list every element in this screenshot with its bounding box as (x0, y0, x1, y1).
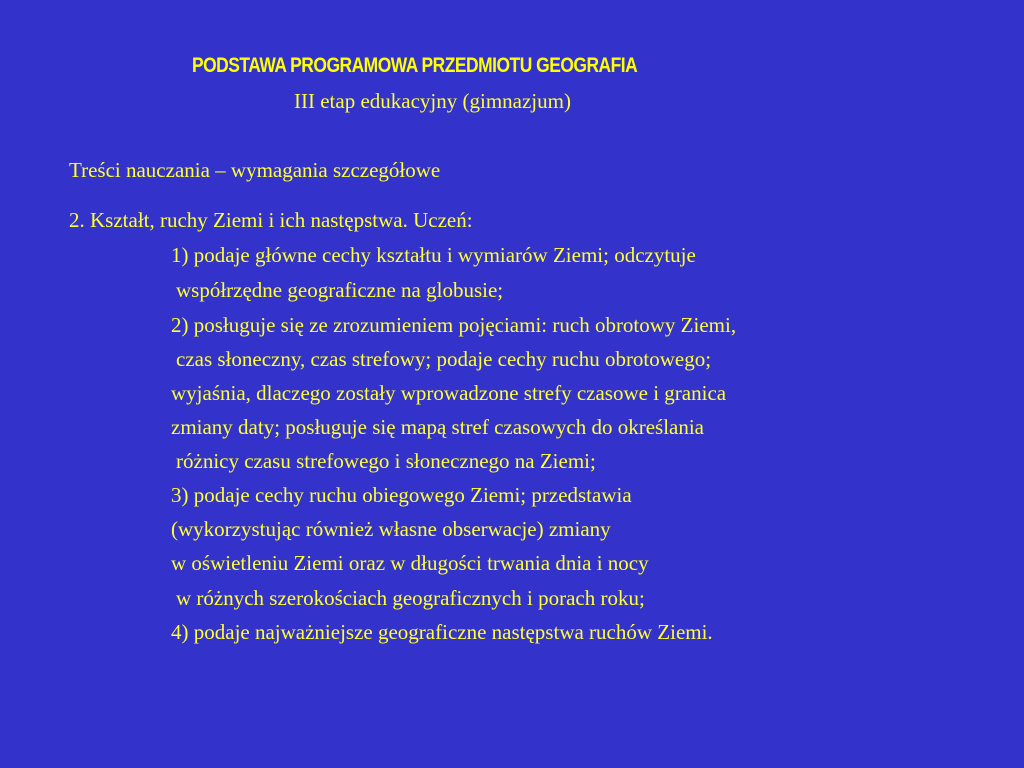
content-line: różnicy czasu strefowego i słonecznego na Ziemi; (176, 449, 596, 473)
content-line: w oświetleniu Ziemi oraz w długości trwania dnia i nocy (171, 551, 649, 575)
content-line: (wykorzystując również własne obserwacje) zmiany (171, 517, 611, 541)
content-line: 3) podaje cechy ruchu obiegowego Ziemi; przedstawia (171, 483, 632, 507)
topic-heading: 2. Kształt, ruchy Ziemi i ich następstwa. Uczeń: (69, 208, 473, 232)
content-line: 4) podaje najważniejsze geograficzne następstwa ruchów Ziemi. (171, 620, 713, 644)
content-line: 2) posługuje się ze zrozumieniem pojęciami: ruch obrotowy Ziemi, (171, 313, 737, 337)
content-line: w różnych szerokościach geograficznych i porach roku; (176, 586, 645, 610)
content-line: współrzędne geograficzne na globusie; (176, 278, 504, 302)
content-line: czas słoneczny, czas strefowy; podaje cechy ruchu obrotowego; (176, 347, 712, 371)
content-line: wyjaśnia, dlaczego zostały wprowadzone strefy czasowe i granica (171, 381, 727, 405)
content-line: zmiany daty; posługuje się mapą stref czasowych do określania (171, 415, 704, 439)
slide-subtitle: III etap edukacyjny (gimnazjum) (294, 89, 571, 113)
section-heading: Treści nauczania – wymagania szczegółowe (69, 158, 441, 182)
slide-title: PODSTAWA PROGRAMOWA PRZEDMIOTU GEOGRAFIA (192, 54, 638, 77)
content-line: 1) podaje główne cechy kształtu i wymiarów Ziemi; odczytuje (171, 243, 696, 267)
